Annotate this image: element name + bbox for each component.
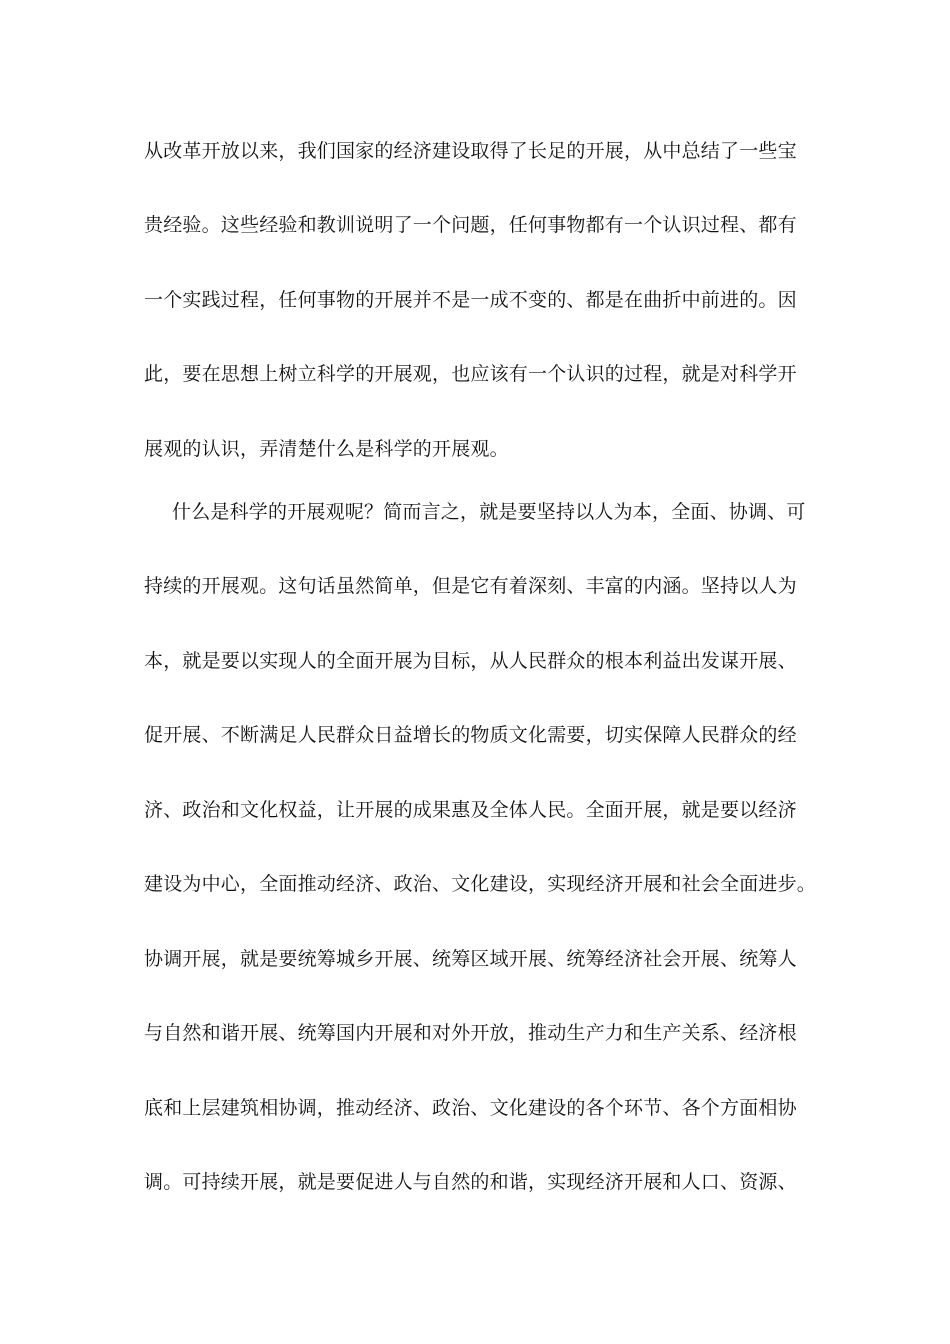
text-line: 济、政治和文化权益，让开展的成果惠及全体人民。全面开展，就是要以经济	[144, 799, 797, 821]
text-line: 本，就是要以实现人的全面开展为目标，从人民群众的根本利益出发谋开展、	[144, 650, 797, 672]
text-line: 建设为中心，全面推动经济、政治、文化建设，实现经济开展和社会全面进步。	[144, 873, 817, 895]
text-line: 一个实践过程，任何事物的开展并不是一成不变的、都是在曲折中前进的。因	[144, 289, 797, 311]
text-line: 此，要在思想上树立科学的开展观，也应该有一个认识的过程，就是对科学开	[144, 363, 797, 385]
text-line: 调。可持续开展，就是要促进人与自然的和谐，实现经济开展和人口、资源、	[144, 1171, 797, 1193]
text-line: 促开展、不断满足人民群众日益增长的物质文化需要，切实保障人民群众的经	[144, 724, 797, 746]
text-line: 持续的开展观。这句话虽然简单，但是它有着深刻、丰富的内涵。坚持以人为	[144, 575, 797, 597]
text-line: 与自然和谐开展、统筹国内开展和对外开放，推动生产力和生产关系、经济根	[144, 1022, 797, 1044]
text-line: 协调开展，就是要统筹城乡开展、统筹区域开展、统筹经济社会开展、统筹人	[144, 948, 797, 970]
text-line: 底和上层建筑相协调，推动经济、政治、文化建设的各个环节、各个方面相协	[144, 1097, 797, 1119]
text-line: 贵经验。这些经验和教训说明了一个问题，任何事物都有一个认识过程、都有	[144, 214, 797, 236]
text-line: 什么是科学的开展观呢？简而言之，就是要坚持以人为本，全面、协调、可	[172, 501, 806, 523]
text-line: 从改革开放以来，我们国家的经济建设取得了长足的开展，从中总结了一些宝	[144, 140, 797, 162]
text-line: 展观的认识，弄清楚什么是科学的开展观。	[144, 438, 509, 460]
